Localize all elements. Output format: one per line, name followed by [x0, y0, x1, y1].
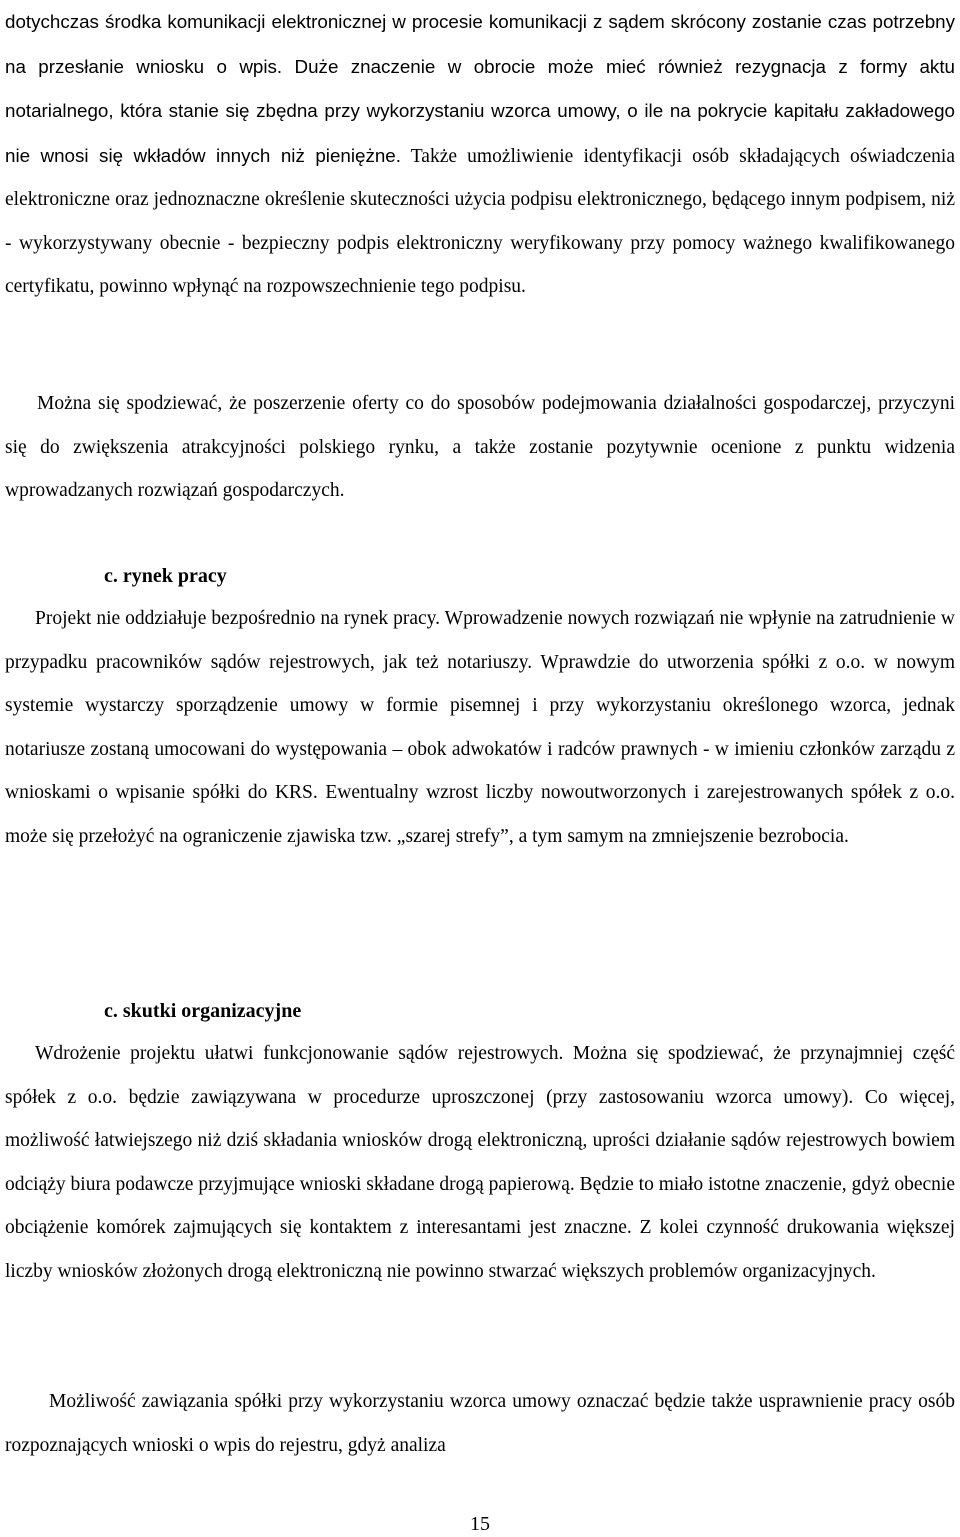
heading-labor-market: c. rynek pracy [104, 565, 227, 587]
intro-text-sans: dotychczas środka komunikacji elektronicznej w procesie komunikacji z sądem skrócony zostanie czas potrzebny na przesłanie wniosku o wpis. Duże znaczenie w obrocie może mieć również rezygnacja z formy aktu notarialnego, która stanie się zbędna przy wykorzystaniu wzorca umowy, o ile na pokrycie kapitału zakładowego nie wnosi się wkładów innych niż pieniężne. [5, 11, 955, 166]
intro-paragraph [5, 0, 955, 309]
paragraph-final: Możliwość zawiązania spółki przy wykorzystaniu wzorca umowy oznaczać będzie także usprawnienie pracy osób rozpoznających wnioski o wpis do rejestru, gdyż analiza [5, 1391, 955, 1456]
paragraph-labor-market: Projekt nie oddziałuje bezpośrednio na rynek pracy. Wprowadzenie nowych rozwiązań nie wpłynie na zatrudnienie w przypadku pracowników sądów rejestrowych, jak też notariuszy. Wprawdzie do utworzenia spółki z o.o. w nowym systemie wystarczy sporządzenie umowy w formie pisemnej i przy wykorzystaniu określonego wzorca, jednak notariusze zostaną umocowani do występowania – obok adwokatów i radców prawnych - w imieniu członków zarządu z wnioskami o wpisanie spółki do KRS. Ewentualny wzrost liczby nowoutworzonych i zarejestrowanych spółek z o.o. może się przełożyć na ograniczenie zjawiska tzw. „szarej strefy”, a tym samym na zmniejszenie bezrobocia. [5, 608, 955, 847]
intro-text-serif: Także umożliwienie identyfikacji osób składających oświadczenia elektroniczne oraz jednoznaczne określenie skuteczności użycia podpisu elektronicznego, będącego innym podpisem, niż - wykorzystywany obecnie - bezpieczny podpis elektroniczny weryfikowany przy pomocy ważnego kwalifikowanego certyfikatu, powinno wpłynąć na rozpowszechnienie tego podpisu. [5, 145, 955, 297]
heading-organizational-effects: c. skutki organizacyjne [104, 1000, 302, 1022]
page-number: 15 [470, 1513, 490, 1535]
paragraph-offer: Można się spodziewać, że poszerzenie oferty co do sposobów podejmowania działalności gospodarczej, przyczyni się do zwiększenia atrakcyjności polskiego rynku, a także zostanie pozytywnie ocenione z punktu widzenia wprowadzanych rozwiązań gospodarczych. [5, 393, 955, 501]
paragraph-organizational-effects: Wdrożenie projektu ułatwi funkcjonowanie sądów rejestrowych. Można się spodziewać, że przynajmniej część spółek z o.o. będzie zawiązywana w procedurze uproszczonej (przy zastosowaniu wzorca umowy). Co więcej, możliwość łatwiejszego niż dziś składania wniosków drogą elektroniczną, uprości działanie sądów rejestrowych bowiem odciąży biura podawcze przyjmujące wnioski składane drogą papierową. Będzie to miało istotne znaczenie, gdyż obecnie obciążenie komórek zajmujących się kontaktem z interesantami jest znaczne. Z kolei czynność drukowania większej liczby wniosków złożonych drogą elektroniczną nie powinno stwarzać większych problemów organizacyjnych. [5, 1043, 955, 1282]
